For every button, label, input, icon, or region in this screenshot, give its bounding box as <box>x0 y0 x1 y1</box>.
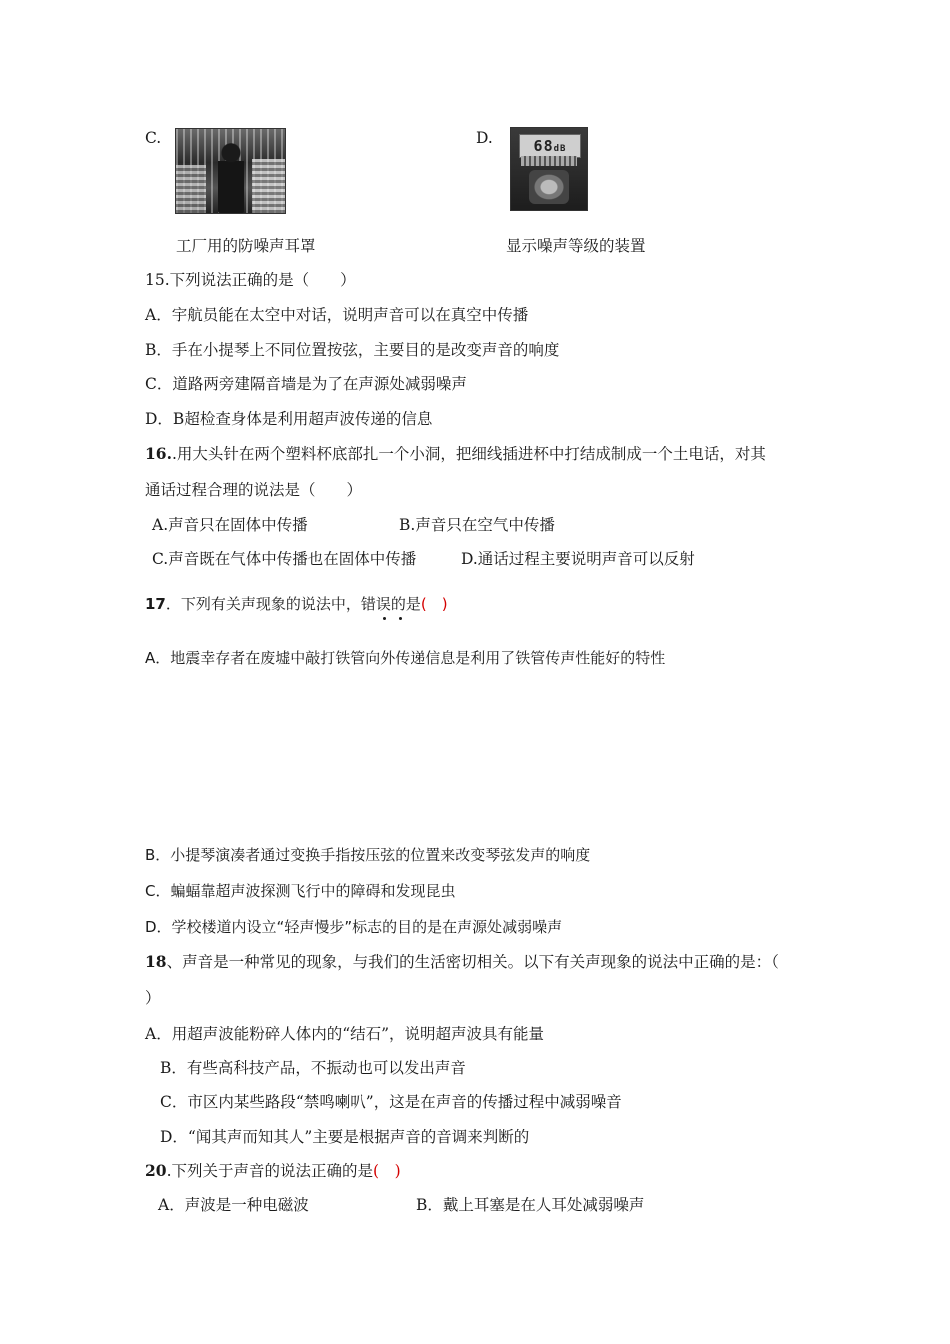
q18-option-d: D．“闻其声而知其人”主要是根据声音的音调来判断的 <box>160 1128 530 1146</box>
q16-stem-line2: 通话过程合理的说法是（ ） <box>145 481 363 499</box>
q17-option-a: A．地震幸存者在废墟中敲打铁管向外传递信息是利用了铁管传声性能好的特性 <box>145 649 666 667</box>
noise-meter-display: 68dB <box>519 134 581 158</box>
q15-option-c: C．道路两旁建隔音墙是为了在声源处减弱噪声 <box>145 375 467 393</box>
option-c-letter: C. <box>145 129 162 147</box>
q17-option-c: C．蝙蝠靠超声波探测飞行中的障碍和发现昆虫 <box>145 882 456 900</box>
meter-body <box>529 170 569 204</box>
spool-shape <box>176 165 206 213</box>
q18-stem-line2: ） <box>145 989 161 1007</box>
q16-stem-line1: 16..用大头针在两个塑料杯底部扎一个小洞，把细线插进杯中打结成制成一个土电话，对其 <box>145 444 766 463</box>
q15-option-d: D．B超检查身体是利用超声波传递的信息 <box>145 410 433 428</box>
q20-stem: 20.下列关于声音的说法正确的是( ) <box>145 1161 401 1180</box>
q16-option-b: B.声音只在空气中传播 <box>399 516 555 534</box>
q16-option-c: C.声音既在气体中传播也在固体中传播 <box>152 550 417 568</box>
q20-option-a: A．声波是一种电磁波 <box>158 1196 309 1214</box>
q18-stem-line1: 18、声音是一种常见的现象，与我们的生活密切相关。以下有关声现象的说法中正确的是：（ <box>145 952 779 971</box>
spool-shape <box>252 159 285 213</box>
earmuff-factory-photo <box>175 128 286 214</box>
q15-stem: 15.下列说法正确的是（ ） <box>145 271 356 289</box>
option-d-letter: D. <box>476 129 493 147</box>
q18-option-a: A．用超声波能粉碎人体内的“结石”，说明超声波具有能量 <box>145 1025 545 1043</box>
emphasis-dot <box>383 617 386 620</box>
q15-option-a: A．宇航员能在太空中对话，说明声音可以在真空中传播 <box>145 306 529 324</box>
noise-meter-photo <box>510 127 588 211</box>
caption-c: 工厂用的防噪声耳罩 <box>176 237 316 255</box>
q15-option-b: B．手在小提琴上不同位置按弦，主要目的是改变声音的响度 <box>145 341 560 359</box>
worker-figure <box>218 143 244 213</box>
q17-option-d: D．学校楼道内设立“轻声慢步”标志的目的是在声源处减弱噪声 <box>145 918 563 936</box>
q18-option-c: C．市区内某些路段“禁鸣喇叭”，这是在声音的传播过程中减弱噪音 <box>160 1093 622 1111</box>
q17-option-b: B．小提琴演凑者通过变换手指按压弦的位置来改变琴弦发声的响度 <box>145 846 591 864</box>
caption-d: 显示噪声等级的装置 <box>506 237 646 255</box>
q16-option-d: D.通话过程主要说明声音可以反射 <box>461 550 695 568</box>
emphasis-dot <box>399 617 402 620</box>
q17-stem: 17．下列有关声现象的说法中，错误的是( ) <box>145 595 448 613</box>
q18-option-b: B．有些高科技产品，不振动也可以发出声音 <box>160 1059 466 1077</box>
q16-option-a: A.声音只在固体中传播 <box>152 516 308 534</box>
meter-label <box>521 156 577 166</box>
q20-option-b: B．戴上耳塞是在人耳处减弱噪声 <box>416 1196 645 1214</box>
